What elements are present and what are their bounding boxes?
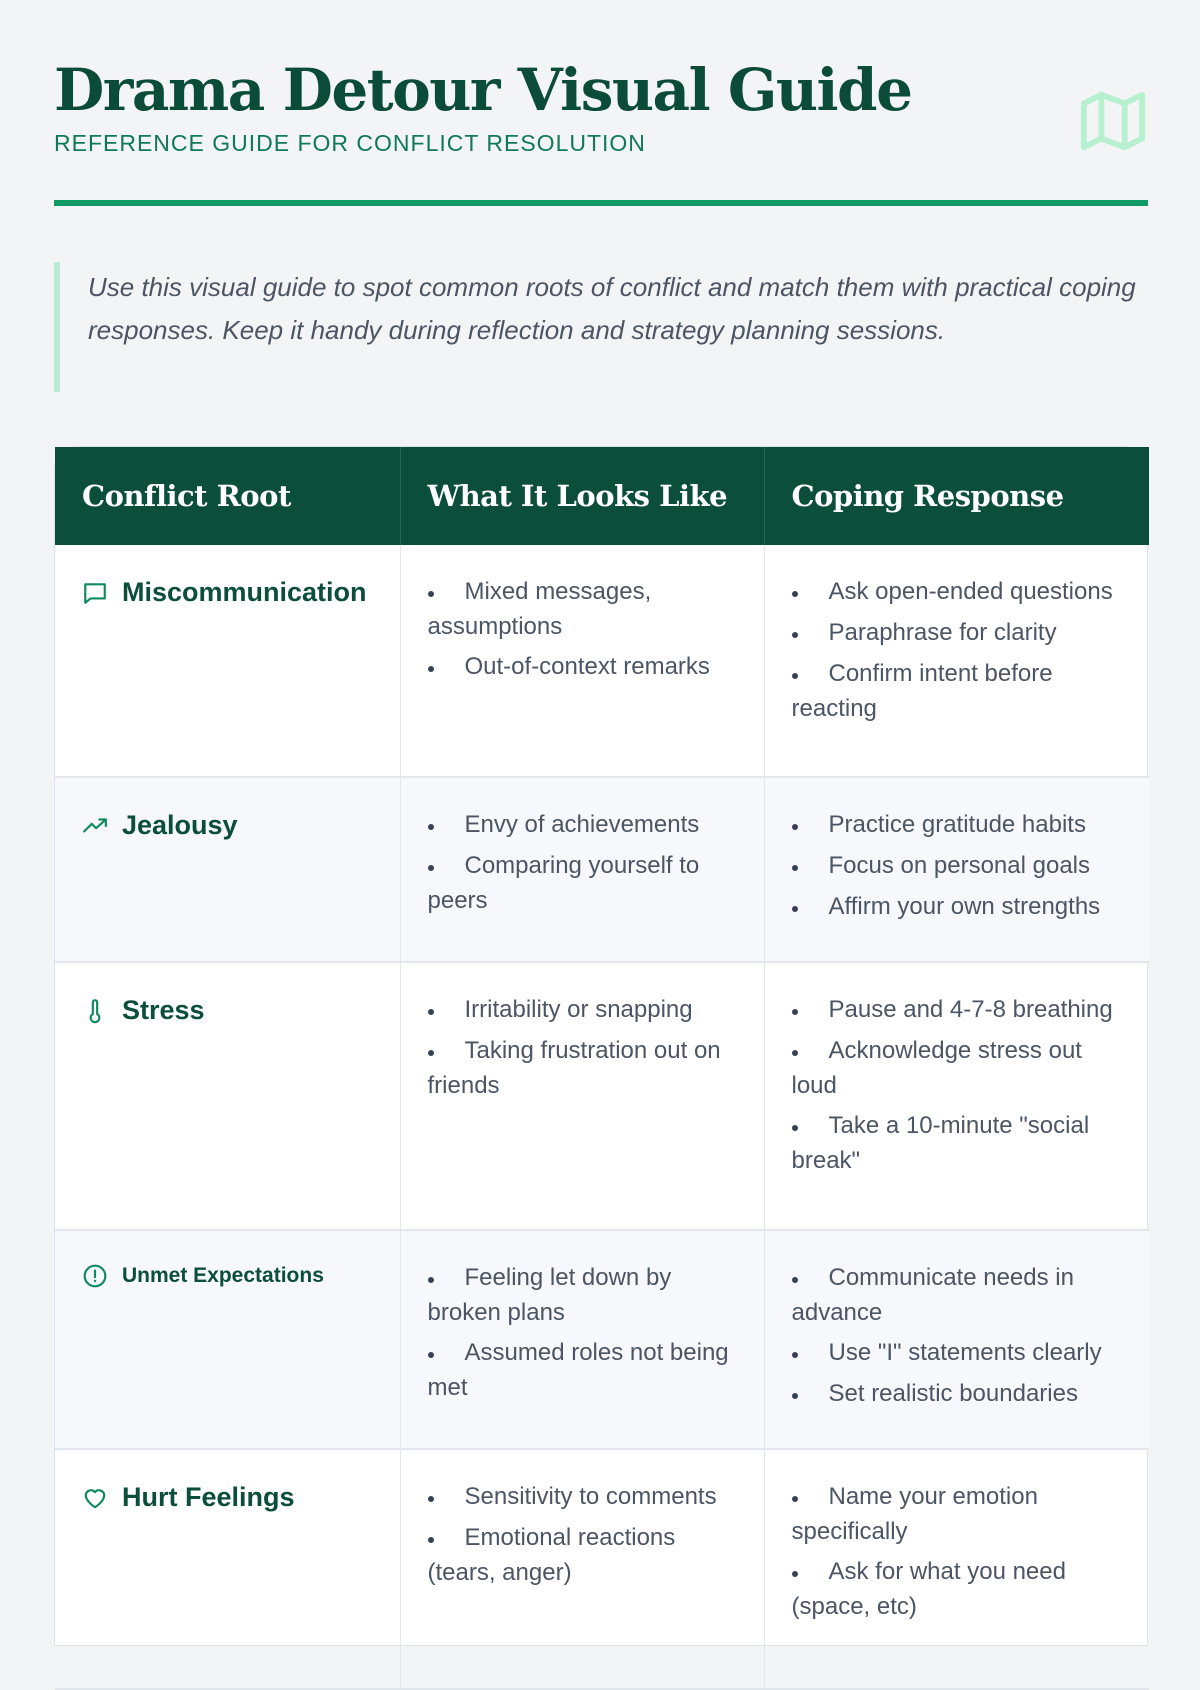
root-label: Unmet Expectations <box>122 1264 324 1287</box>
header-divider <box>54 200 1148 206</box>
coping-cell <box>764 962 1149 1230</box>
alert-circle-icon <box>82 1263 108 1289</box>
looks-like-cell <box>400 1230 764 1449</box>
looks-like-cell <box>400 962 764 1230</box>
map-icon <box>1078 86 1148 156</box>
list-item: • Set realistic boundaries <box>792 1377 1132 1412</box>
root-cell <box>55 545 400 777</box>
root-cell <box>55 962 400 1230</box>
list-item: • Out-of-context remarks <box>428 650 746 685</box>
intro-quote: Use this visual guide to spot common roots of conflict and match them with practical coping responses. Keep it handy during reflection and strategy planning sessions. <box>54 262 1148 392</box>
thermometer-icon <box>82 998 108 1024</box>
list-item: • Pause and 4-7-8 breathing <box>792 993 1132 1028</box>
list-item: • Feeling let down by broken plans <box>428 1261 746 1330</box>
chat-bubble-icon <box>82 580 108 606</box>
table-row <box>55 1230 1149 1449</box>
page-subtitle: REFERENCE GUIDE FOR CONFLICT RESOLUTION <box>54 130 646 156</box>
list-item: • Emotional reactions (tears, anger) <box>428 1521 746 1590</box>
list-item: • Assumed roles not being met <box>428 1336 746 1405</box>
coping-cell <box>764 545 1149 777</box>
list-item: • Irritability or snapping <box>428 993 746 1028</box>
list-item: • Envy of achievements <box>428 808 746 843</box>
root-cell <box>55 1449 400 1689</box>
list-item: • Practice gratitude habits <box>792 808 1132 843</box>
root-label: Hurt Feelings <box>122 1482 295 1512</box>
trending-up-icon <box>82 813 108 839</box>
list-item: • Take a 10-minute "social break" <box>792 1109 1132 1178</box>
list-item: • Communicate needs in advance <box>792 1261 1132 1330</box>
list-item: • Comparing yourself to peers <box>428 849 746 918</box>
table-row <box>55 545 1149 777</box>
conflict-table <box>54 446 1148 1646</box>
looks-like-cell <box>400 1449 764 1689</box>
header <box>54 50 1148 210</box>
list-item: • Taking frustration out on friends <box>428 1034 746 1103</box>
header-conflict-root: Conflict Root <box>55 447 400 545</box>
list-item: • Use "I" statements clearly <box>792 1336 1132 1371</box>
root-cell <box>55 1230 400 1449</box>
header-coping-response: Coping Response <box>764 447 1149 545</box>
table-row <box>55 962 1149 1230</box>
list-item: • Focus on personal goals <box>792 849 1132 884</box>
page-title: Drama Detour Visual Guide <box>54 56 912 124</box>
root-label: Jealousy <box>122 810 238 840</box>
list-item: • Affirm your own strengths <box>792 890 1132 925</box>
list-item: • Paraphrase for clarity <box>792 616 1132 651</box>
list-item: • Mixed messages, assumptions <box>428 575 746 644</box>
list-item: • Sensitivity to comments <box>428 1480 746 1515</box>
looks-like-cell <box>400 777 764 962</box>
coping-cell <box>764 777 1149 962</box>
coping-cell <box>764 1449 1149 1689</box>
root-cell <box>55 777 400 962</box>
root-label: Miscommunication <box>122 577 367 607</box>
heart-icon <box>82 1485 108 1511</box>
header-what-it-looks-like: What It Looks Like <box>400 447 764 545</box>
coping-cell <box>764 1230 1149 1449</box>
table-row <box>55 1449 1149 1689</box>
list-item: • Ask for what you need (space, etc) <box>792 1555 1132 1624</box>
list-item: • Ask open-ended questions <box>792 575 1132 610</box>
list-item: • Acknowledge stress out loud <box>792 1034 1132 1103</box>
list-item: • Name your emotion specifically <box>792 1480 1132 1549</box>
table-header-row <box>55 447 1149 545</box>
root-label: Stress <box>122 995 205 1025</box>
looks-like-cell <box>400 545 764 777</box>
list-item: • Confirm intent before reacting <box>792 657 1132 726</box>
table-row <box>55 777 1149 962</box>
